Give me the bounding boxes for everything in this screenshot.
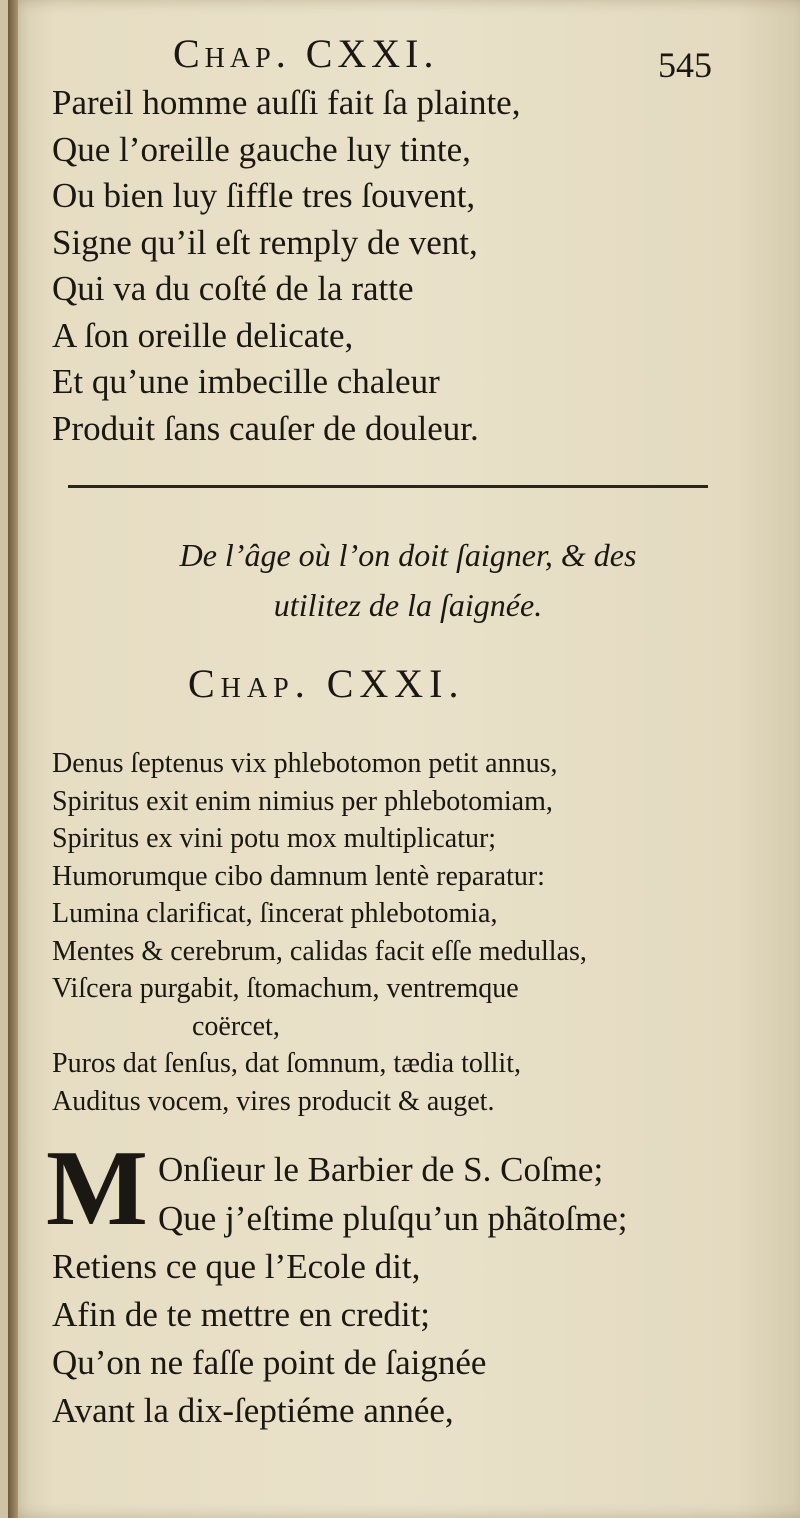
verse-top bbox=[52, 80, 520, 452]
latin-verse bbox=[52, 745, 587, 1120]
verse-line: Que j’eſtime pluſqu’un phãtoſme; bbox=[158, 1199, 628, 1238]
latin-line: Viſcera purgabit, ſtomachum, ventremque bbox=[52, 973, 519, 1004]
verse-line: Et qu’une imbecille chaleur bbox=[52, 362, 440, 401]
section-divider bbox=[68, 485, 708, 488]
latin-line: Auditus vocem, vires producit & auget. bbox=[52, 1085, 495, 1117]
section-heading bbox=[48, 530, 768, 630]
verse-line: Qui va du coſté de la ratte bbox=[52, 269, 414, 308]
page-binding-edge bbox=[8, 0, 18, 1518]
verse-line: Avant la dix-ſeptiéme année, bbox=[52, 1391, 454, 1430]
latin-line-continuation: coërcet, bbox=[192, 1010, 280, 1042]
chapter-label: Chap. CXXI. bbox=[188, 661, 465, 706]
book-page bbox=[8, 0, 800, 1518]
section-heading-line: utilitez de la ſaignée. bbox=[273, 587, 543, 623]
latin-line: Puros dat ſenſus, dat ſomnum, tædia tollit, bbox=[52, 1048, 521, 1079]
verse-line: Onſieur le Barbier de S. Coſme; bbox=[158, 1150, 604, 1189]
verse-line: Que l’oreille gauche luy tinte, bbox=[52, 129, 471, 169]
verse-beside-drop-cap bbox=[158, 1145, 627, 1243]
latin-line: Humorumque cibo damnum lentè reparatur: bbox=[52, 860, 545, 892]
drop-cap: M bbox=[46, 1129, 148, 1248]
verse-line: A ſon oreille delicate, bbox=[52, 315, 354, 355]
verse-line: Retiens ce que l’Ecole dit, bbox=[52, 1247, 421, 1286]
verse-line: Afin de te mettre en credit; bbox=[52, 1295, 431, 1334]
running-head: Chap. CXXI. bbox=[173, 31, 439, 76]
verse-line: Signe qu’il eſt remply de vent, bbox=[52, 222, 478, 262]
latin-line: Spiritus ex vini potu mox multiplicatur; bbox=[52, 823, 497, 854]
latin-line: Denus ſeptenus vix phlebotomon petit annus, bbox=[52, 748, 558, 779]
page-number: 545 bbox=[658, 45, 712, 85]
latin-line: Mentes & cerebrum, calidas facit eſſe medullas, bbox=[52, 935, 587, 967]
section-heading-line: De l’âge où l’on doit ſaigner, & des bbox=[179, 537, 637, 573]
verse-line: Pareil homme auſſi fait ſa plainte, bbox=[52, 83, 521, 122]
latin-line: Lumina clarificat, ſincerat phlebotomia, bbox=[52, 898, 498, 929]
verse-line: Ou bien luy ſiffle tres ſouvent, bbox=[52, 176, 476, 215]
latin-line: Spiritus exit enim nimius per phlebotomiam, bbox=[52, 785, 553, 817]
verse-line: Produit ſans cauſer de douleur. bbox=[52, 408, 479, 448]
verse-final bbox=[52, 1243, 486, 1435]
verse-line: Qu’on ne faſſe point de ſaignée bbox=[52, 1343, 487, 1382]
